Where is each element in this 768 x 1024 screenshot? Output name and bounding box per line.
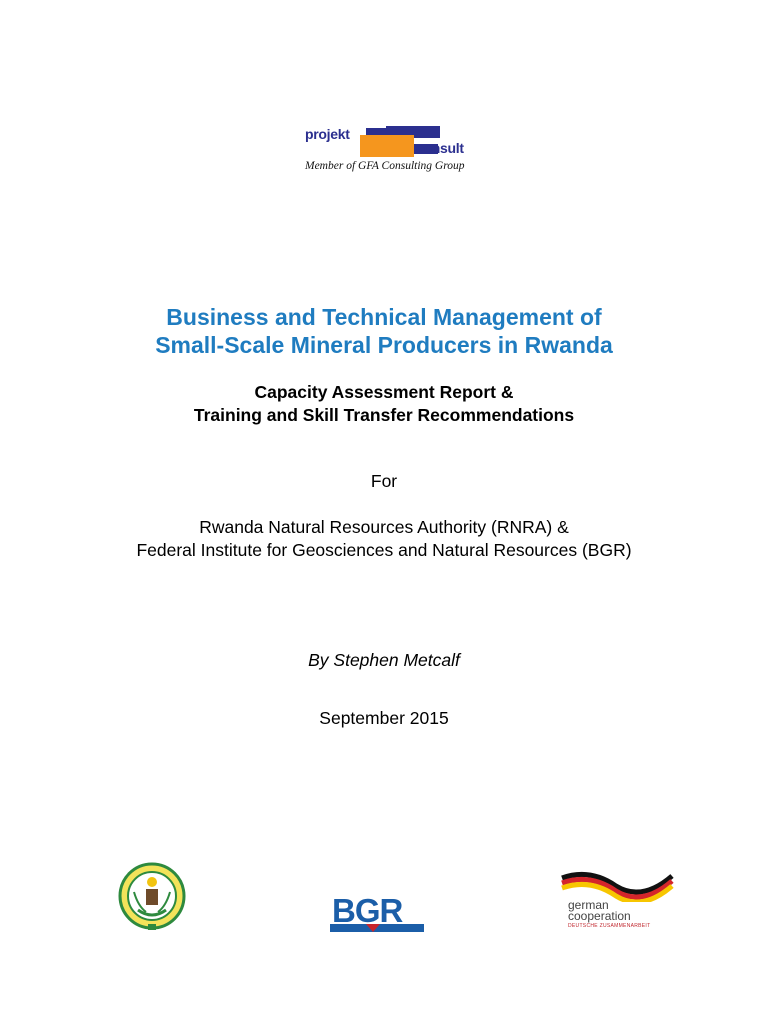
projekt-consult-logo — [300, 120, 480, 180]
rwanda-seal-logo — [118, 862, 186, 934]
recipient-line1: Rwanda Natural Resources Authority (RNRA) & — [199, 517, 569, 537]
document-title-line2: Small-Scale Mineral Producers in Rwanda — [155, 332, 613, 358]
logo-word-consult: consult — [416, 140, 464, 156]
logo-tagline: Member of GFA Consulting Group — [305, 160, 465, 172]
document-subtitle-line1: Capacity Assessment Report & — [254, 382, 514, 402]
german-cooperation-logo — [560, 868, 680, 934]
gc-word-german: german — [568, 898, 609, 912]
bgr-logo — [330, 894, 424, 934]
logo-word-projekt: projekt — [305, 126, 350, 142]
bgr-logo-text: BGR — [332, 892, 403, 929]
gc-word-deutsche: DEUTSCHE ZUSAMMENARBEIT — [568, 923, 651, 929]
author: By Stephen Metcalf — [308, 650, 460, 670]
date: September 2015 — [319, 708, 449, 728]
recipient-line2: Federal Institute for Geosciences and Natural Resources (BGR) — [136, 540, 632, 560]
gc-word-cooperation: cooperation — [568, 909, 631, 923]
document-title-line1: Business and Technical Management of — [166, 304, 602, 330]
document-subtitle-line2: Training and Skill Transfer Recommendations — [193, 405, 575, 425]
for-label: For — [370, 471, 398, 491]
